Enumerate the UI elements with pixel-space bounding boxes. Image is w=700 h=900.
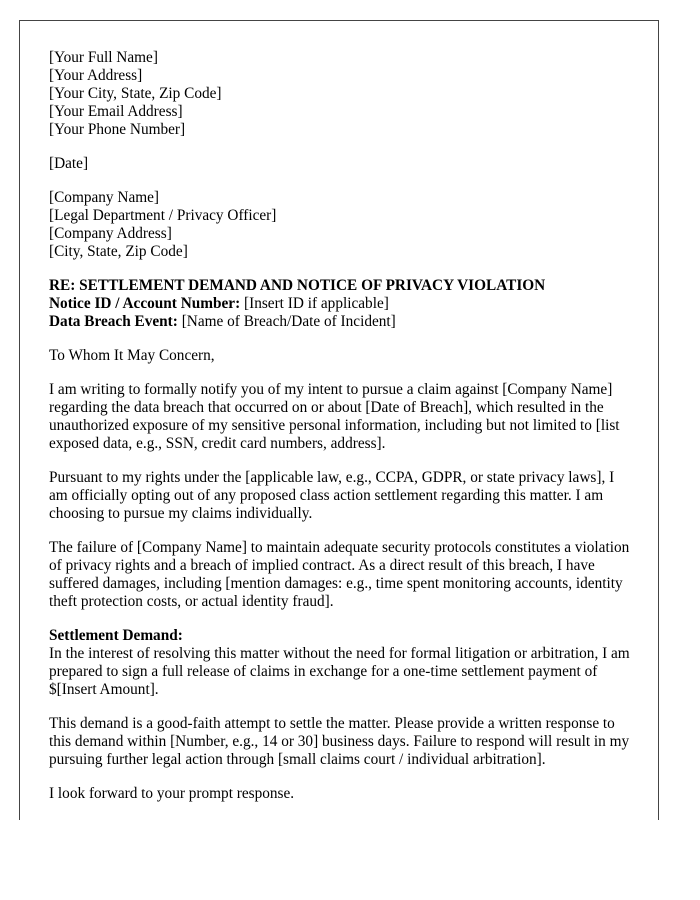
- breach-event-line: [49, 313, 630, 331]
- paragraph-demand: This demand is a good-faith attempt to settle the matter. Please provide a written response to this demand within [Number, e.g., 14 or 30] business days. Failure to respond will result in my pursuing further legal action through [small claims court / individual arbitration].: [49, 715, 630, 768]
- subject-re: RE: SETTLEMENT DEMAND AND NOTICE OF PRIVACY VIOLATION: [49, 277, 546, 294]
- sender-block: [49, 49, 630, 139]
- letter-date: [Date]: [49, 155, 89, 172]
- settlement-text: In the interest of resolving this matter without the need for formal litigation or arbitration, I am prepared to sign a full release of claims in exchange for a one-time settlement payment of $[Insert Amount].: [49, 645, 630, 698]
- salutation: To Whom It May Concern,: [49, 347, 215, 364]
- notice-id-value: [Insert ID if applicable]: [240, 295, 389, 312]
- recipient-block: [49, 189, 630, 261]
- recipient-address: [Company Address]: [49, 225, 172, 242]
- notice-id-line: [49, 295, 630, 313]
- sender-address: [Your Address]: [49, 67, 143, 84]
- paragraph-opt-out: Pursuant to my rights under the [applicable law, e.g., CCPA, GDPR, or state privacy laws], I am officially opting out of any proposed class action settlement regarding this matter. I am choosing to pursue my claims individually.: [49, 469, 615, 522]
- letter-content: [20, 21, 658, 803]
- subject-block: [49, 277, 630, 331]
- breach-event-label: Data Breach Event:: [49, 313, 178, 330]
- breach-event-value: [Name of Breach/Date of Incident]: [177, 313, 396, 330]
- recipient-company: [Company Name]: [49, 189, 160, 206]
- sender-name: [Your Full Name]: [49, 49, 158, 66]
- settlement-block: [49, 627, 630, 699]
- settlement-heading: Settlement Demand:: [49, 627, 183, 644]
- sender-phone: [Your Phone Number]: [49, 121, 186, 138]
- date-block: [49, 155, 630, 173]
- sender-email: [Your Email Address]: [49, 103, 183, 120]
- paragraph-damages: The failure of [Company Name] to maintain adequate security protocols constitutes a violation of privacy rights and a breach of implied contract. As a direct result of this breach, I have suffered damages, including [mention damages: e.g., time spent monitoring accounts, identity theft protection costs, or actual identity fraud].: [49, 539, 630, 610]
- paragraph-intent: I am writing to formally notify you of my intent to pursue a claim against [Company Name] regarding the data breach that occurred on or about [Date of Breach], which resulted in the unauthorized exposure of my sensitive personal information, including but not limited to [list exposed data, e.g., SSN, credit card numbers, address].: [49, 381, 620, 452]
- closing-line: I look forward to your prompt response.: [49, 785, 295, 802]
- sender-city: [Your City, State, Zip Code]: [49, 85, 222, 102]
- notice-id-label: Notice ID / Account Number:: [49, 295, 241, 312]
- letter-page: [19, 20, 659, 820]
- recipient-city: [City, State, Zip Code]: [49, 243, 188, 260]
- recipient-department: [Legal Department / Privacy Officer]: [49, 207, 277, 224]
